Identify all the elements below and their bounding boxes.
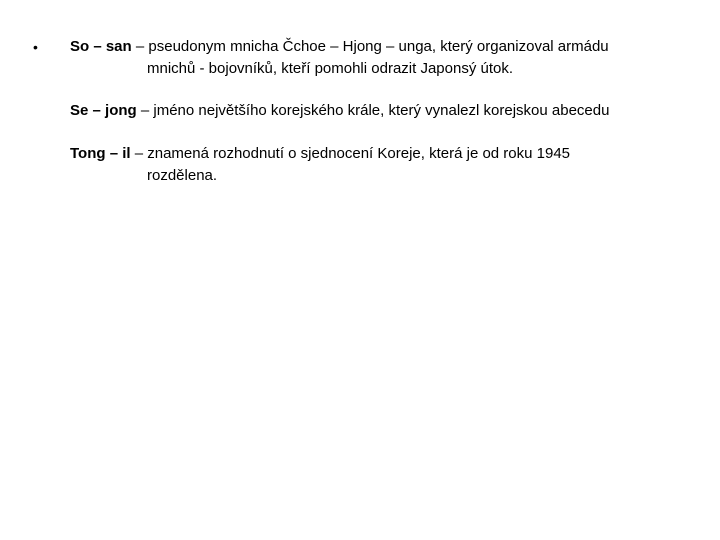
entry-definition: – jméno největšího korejského krále, který vynalezl korejskou abecedu <box>136 102 610 119</box>
entry-definition: – znamená rozhodnutí o sjednocení Koreje, která je od roku 1945 <box>130 145 571 162</box>
definition-entry-so-san <box>70 36 690 80</box>
entry-definition: – pseudonym mnicha Čchoe – Hjong – unga, který organizoval armádu <box>131 38 609 55</box>
entry-term: Tong – il <box>70 145 131 162</box>
entry-term: So – san <box>70 38 132 55</box>
entry-definition-continued: rozdělena. <box>147 167 218 184</box>
bullet-marker: • <box>33 39 38 55</box>
entry-definition-continued: mnichů - bojovníků, kteří pomohli odrazit Japonsý útok. <box>147 60 514 77</box>
definition-entry-se-jong <box>70 100 690 122</box>
definition-entry-tong-il <box>70 143 690 187</box>
entry-term: Se – jong <box>70 102 137 119</box>
